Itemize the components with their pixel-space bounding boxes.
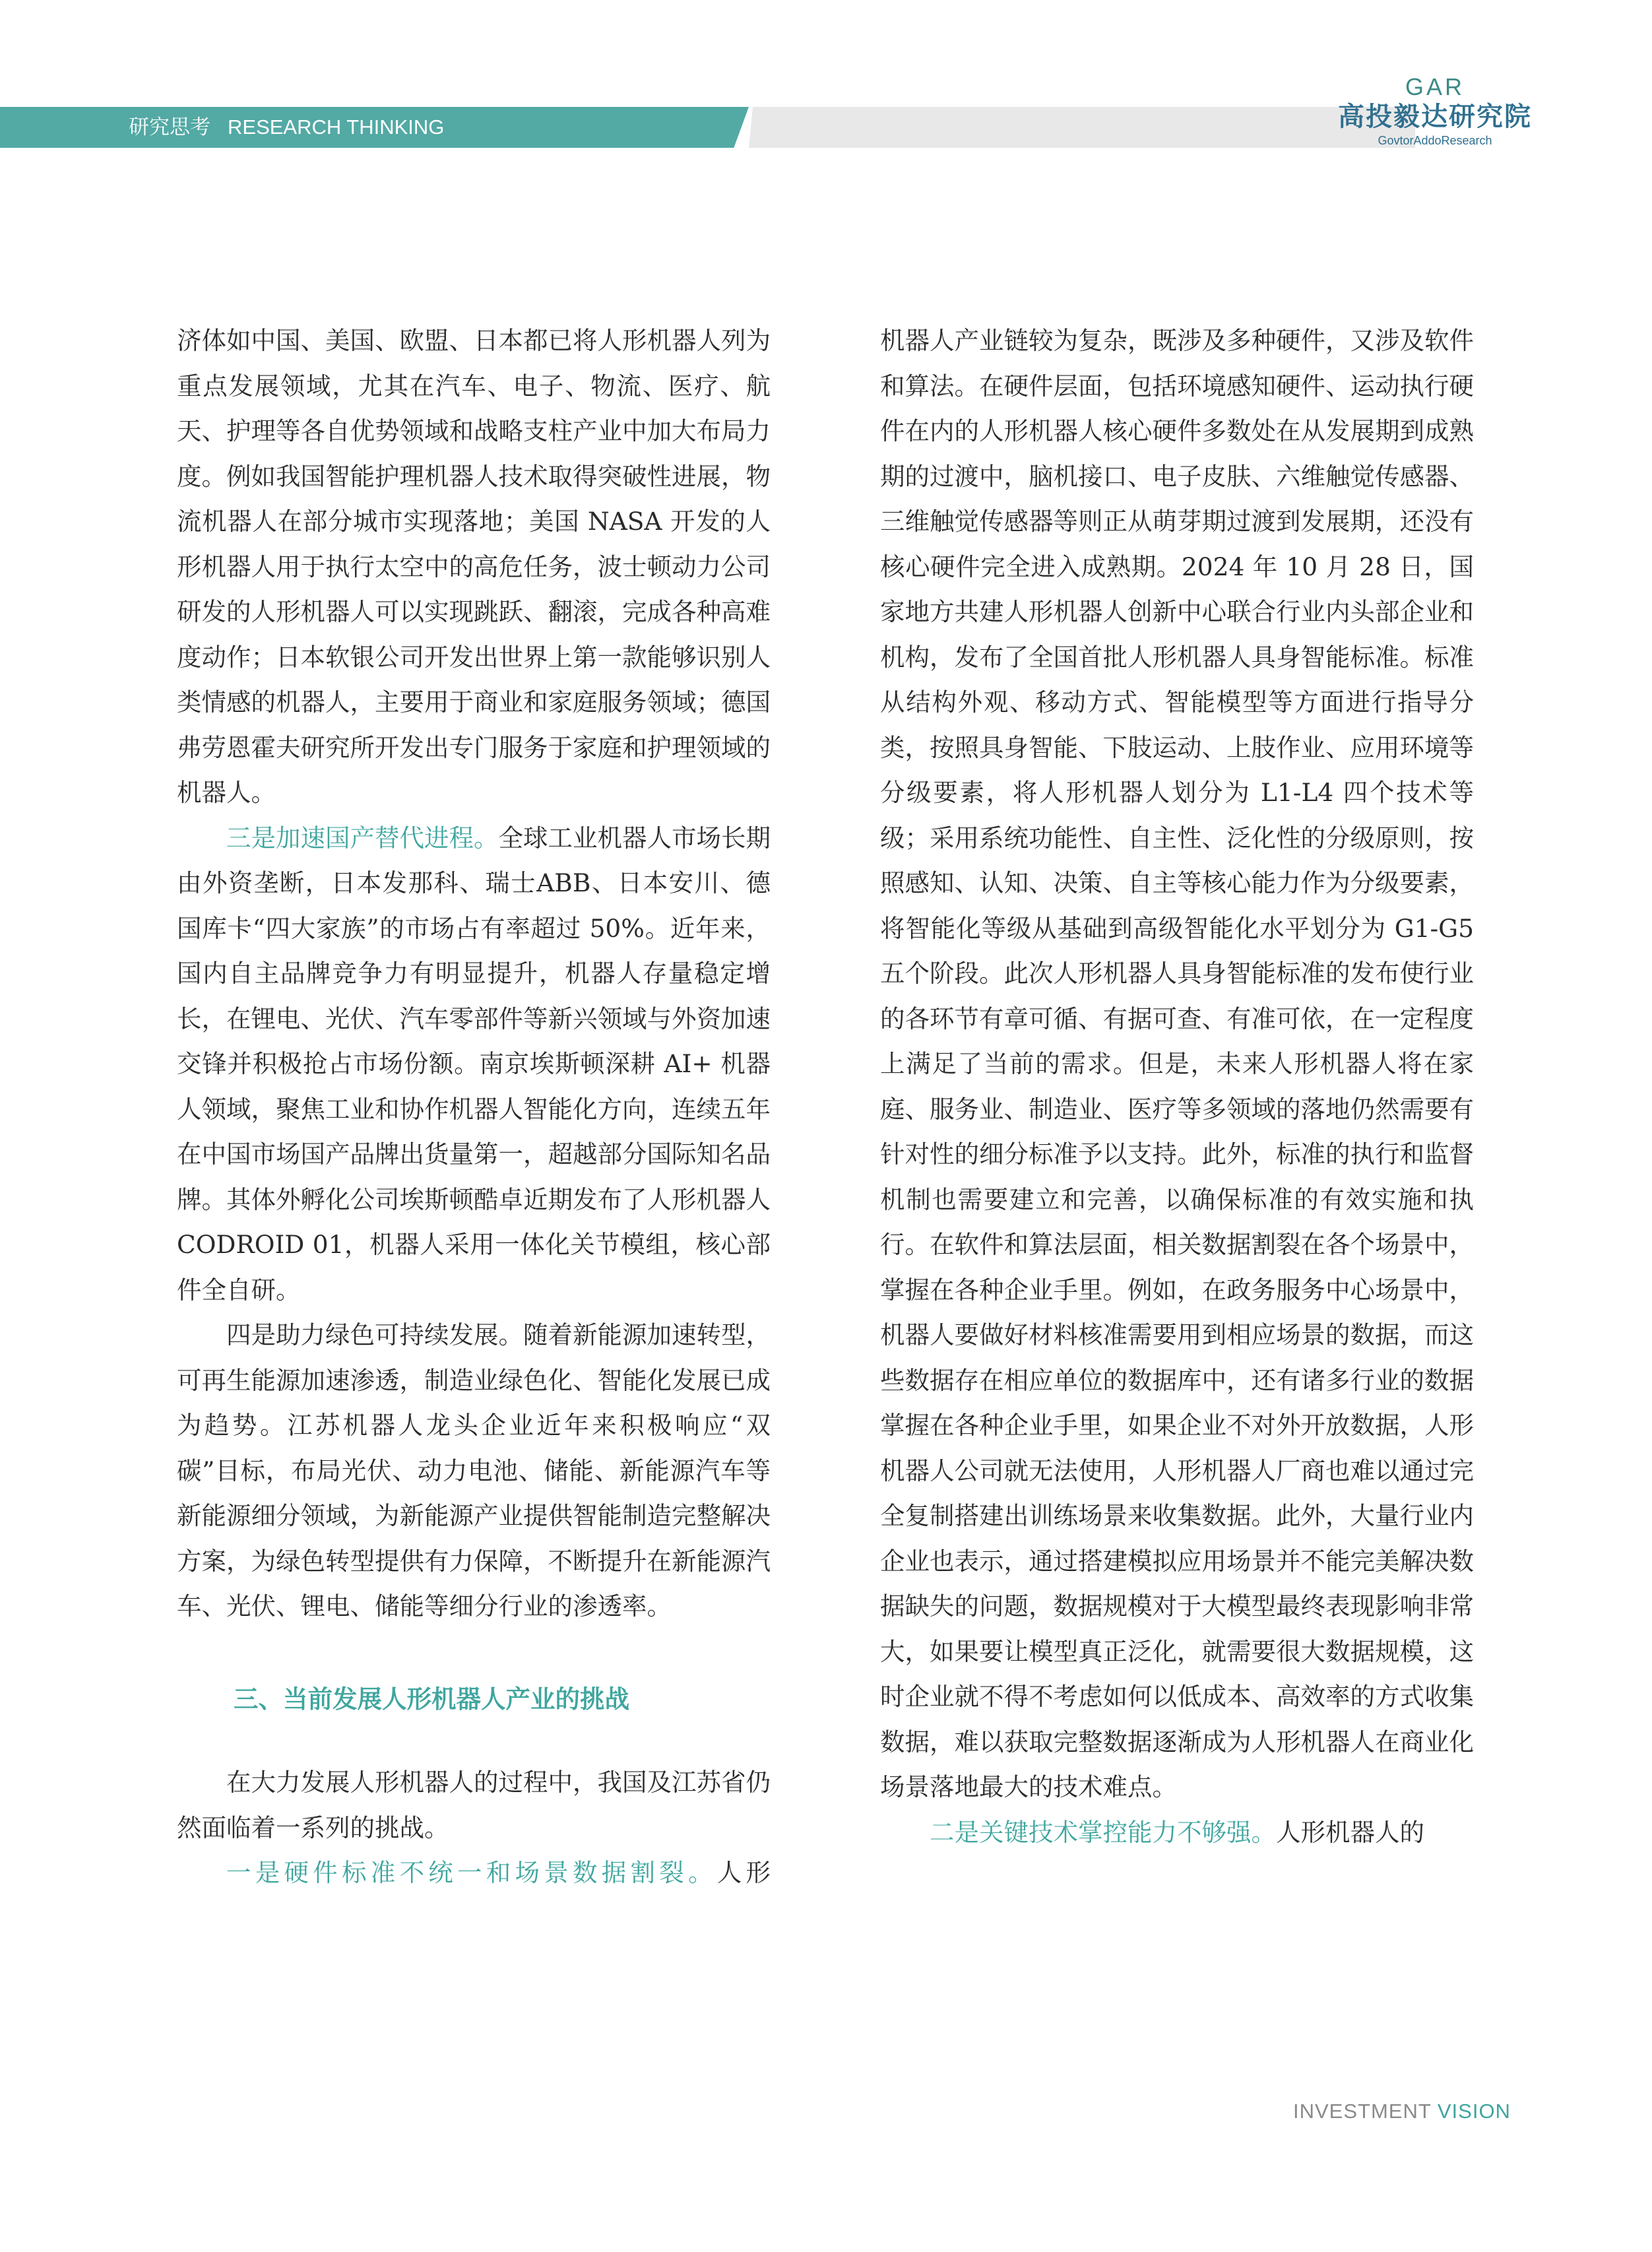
logo-name-zh: 高投毅达研究院 xyxy=(1338,102,1532,131)
left-column xyxy=(177,318,771,1896)
paragraph-body: 人形机器人的 xyxy=(1276,1817,1424,1847)
paragraph: 在大力发展人形机器人的过程中，我国及江苏省仍然面临着一系列的挑战。 xyxy=(177,1768,771,1842)
paragraph: 济体如中国、美国、欧盟、日本都已将人形机器人列为重点发展领域，尤其在汽车、电子、物流、医疗、航天、护理等各自优势领域和战略支柱产业中加大布局力度。例如我国智能护理机器人技术取得突破性进展，物流机器人在部分城市实现落地；美国 NASA 开发的人形机器人用于执行太空中的高危任务，波士顿动力公司研发的人形机器人可以实现跳跃、翻滚，完成各种高难度动作；日本软银公司开发出世界上第一款能够识别人类情感的机器人，主要用于商业和家庭服务领域；德国弗劳恩霍夫研究所开发出专门服务于家庭和护理领域的机器人。 xyxy=(177,326,771,807)
section-label-en: RESEARCH THINKING xyxy=(228,115,445,139)
paragraph: 四是助力绿色可持续发展。随着新能源加速转型，可再生能源加速渗透，制造业绿色化、智能化发展已成为趋势。江苏机器人龙头企业近年来积极响应“双碳”目标，布局光伏、动力电池、储能、新能源汽车等新能源细分领域，为新能源产业提供智能制造完整解决方案，为绿色转型提供有力保障，不断提升在新能源汽车、光伏、锂电、储能等细分行业的渗透率。 xyxy=(177,1320,771,1621)
paragraph xyxy=(177,816,771,1313)
footer-brand xyxy=(1293,2100,1511,2123)
paragraph-lead: 二是关键技术掌控能力不够强。 xyxy=(930,1817,1276,1847)
footer-word-vision: VISION xyxy=(1437,2100,1511,2123)
right-column xyxy=(880,318,1474,1855)
paragraph xyxy=(880,1810,1474,1855)
logo xyxy=(1326,74,1544,166)
logo-name-en: GovtorAddoResearch xyxy=(1378,134,1492,147)
header-band-gray xyxy=(749,107,1415,148)
paragraph: 机器人产业链较为复杂，既涉及多种硬件，又涉及软件和算法。在硬件层面，包括环境感知硬件、运动执行硬件在内的人形机器人核心硬件多数处在从发展期到成熟期的过渡中，脑机接口、电子皮肤、六维触觉传感器、三维触觉传感器等则正从萌芽期过渡到发展期，还没有核心硬件完全进入成熟期。2024 年 10 月 28 日，国家地方共建人形机器人创新中心联合行业内头部企业和机构，发布了全国首批人形机器人具身智能标准。标准从结构外观、移动方式、智能模型等方面进行指导分类，按照具身智能、下肢运动、上肢作业、应用环境等分级要素，将人形机器人划分为 L1-L4 四个技术等级；采用系统功能性、自主性、泛化性的分级原则，按照感知、认知、决策、自主等核心能力作为分级要素，将智能化等级从基础到高级智能化水平划分为 G1-G5 五个阶段。此次人形机器人具身智能标准的发布使行业的各环节有章可循、有据可查、有准可依，在一定程度上满足了当前的需求。但是，未来人形机器人将在家庭、服务业、制造业、医疗等多领域的落地仍然需要有针对性的细分标准予以支持。此外，标准的执行和监督机制也需要建立和完善，以确保标准的有效实施和执行。在软件和算法层面，相关数据割裂在各个场景中，掌握在各种企业手里。例如，在政务服务中心场景中，机器人要做好材料核准需要用到相应场景的数据，而这些数据存在相应单位的数据库中，还有诸多行业的数据掌握在各种企业手里，如果企业不对外开放数据，人形机器人公司就无法使用，人形机器人厂商也难以通过完全复制搭建出训练场景来收集数据。此外，大量行业内企业也表示，通过搭建模拟应用场景并不能完美解决数据缺失的问题，数据规模对于大模型最终表现影响非常大，如果要让模型真正泛化，就需要很大数据规模，这时企业就不得不考虑如何以低成本、高效率的方式收集数据，难以获取完整数据逐渐成为人形机器人在商业化场景落地最大的技术难点。 xyxy=(880,326,1474,1801)
paragraph-body: 全球工业机器人市场长期由外资垄断，日本发那科、瑞士ABB、日本安川、德国库卡“四大家族”的市场占有率超过 50%。近年来，国内自主品牌竞争力有明显提升，机器人存量稳定增长，在锂电、光伏、汽车零部件等新兴领域与外资加速交锋并积极抢占市场份额。南京埃斯顿深耕 AI+ 机器人领域，聚焦工业和协作机器人智能化方向，连续五年在中国市场国产品牌出货量第一，超越部分国际知名品牌。其体外孵化公司埃斯顿酷卓近期发布了人形机器人 CODROID 01，机器人采用一体化关节模组，核心部件全自研。 xyxy=(177,823,771,1304)
footer-word-investment: INVESTMENT xyxy=(1293,2100,1432,2123)
paragraph-body: 人形 xyxy=(716,1858,771,1887)
logo-abbr: GAR xyxy=(1405,73,1465,100)
paragraph-lead: 三是加速国产替代进程。 xyxy=(226,823,499,853)
section-heading: 三、当前发展人形机器人产业的挑战 xyxy=(234,1685,629,1713)
paragraph xyxy=(177,1850,771,1896)
paragraph-lead: 一是硬件标准不统一和场景数据割裂。 xyxy=(226,1858,717,1887)
section-label xyxy=(129,112,444,143)
section-label-zh: 研究思考 xyxy=(129,115,210,139)
